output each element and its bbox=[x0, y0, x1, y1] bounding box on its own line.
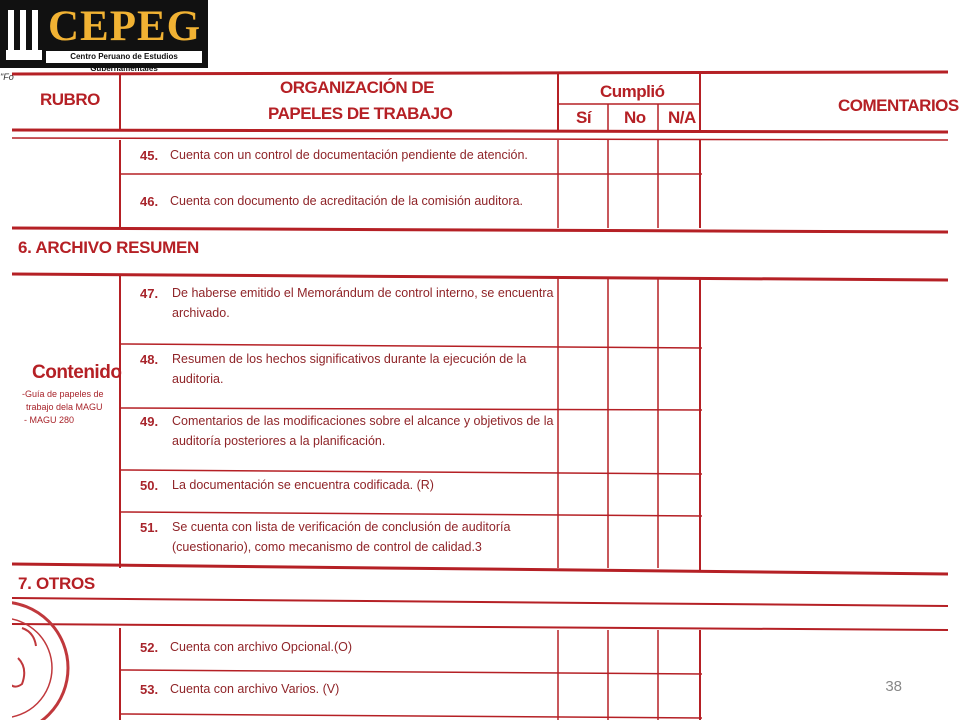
seal-stamp bbox=[12, 602, 68, 720]
item-text: Resumen de los hechos significativos durante la ejecución de la bbox=[172, 352, 527, 366]
item-text: auditoría posteriores a la planificación. bbox=[172, 434, 386, 448]
margin-text: "Fo bbox=[0, 72, 14, 82]
item-text: Cuenta con archivo Varios. (V) bbox=[170, 682, 340, 696]
item-number: 45. bbox=[140, 148, 159, 163]
rubro-note: - MAGU 280 bbox=[24, 415, 75, 425]
item-text: De haberse emitido el Memorándum de control interno, se encuentra bbox=[172, 286, 554, 300]
header-no: No bbox=[624, 108, 646, 127]
header-org-line2: PAPELES DE TRABAJO bbox=[268, 104, 453, 123]
section-title: 6. ARCHIVO RESUMEN bbox=[18, 238, 199, 257]
checklist-document bbox=[12, 68, 959, 720]
header-org-line1: ORGANIZACIÓN DE bbox=[280, 78, 434, 97]
header-comentarios: COMENTARIOS bbox=[838, 96, 959, 115]
rubro-note: -Guía de papeles de bbox=[22, 389, 104, 399]
section-title: 7. OTROS bbox=[18, 574, 95, 593]
table-grid bbox=[12, 68, 952, 720]
item-text: La documentación se encuentra codificada. (R) bbox=[172, 478, 434, 492]
item-text: Comentarios de las modificaciones sobre el alcance y objetivos de la bbox=[172, 414, 554, 428]
rubro-contenido: Contenido bbox=[32, 362, 122, 383]
cepeg-logo bbox=[0, 0, 208, 73]
item-number: 47. bbox=[140, 286, 159, 301]
logo-brand: CEPEG bbox=[48, 3, 202, 50]
item-number: 46. bbox=[140, 194, 159, 209]
item-text: Se cuenta con lista de verificación de conclusión de auditoría bbox=[172, 520, 511, 534]
item-text: auditoria. bbox=[172, 372, 224, 386]
header-rubro: RUBRO bbox=[40, 90, 100, 109]
item-text: Cuenta con archivo Opcional.(O) bbox=[170, 640, 353, 654]
item-number: 53. bbox=[140, 682, 159, 697]
item-number: 48. bbox=[140, 352, 159, 367]
header-na: N/A bbox=[668, 108, 696, 127]
item-text: Cuenta con un control de documentación pendiente de atención. bbox=[170, 148, 528, 162]
item-number: 50. bbox=[140, 478, 159, 493]
item-text: (cuestionario), como mecanismo de control de calidad.3 bbox=[172, 540, 482, 554]
rubro-note: trabajo dela MAGU bbox=[26, 402, 103, 412]
page-number: 38 bbox=[885, 678, 902, 695]
item-text: archivado. bbox=[172, 306, 230, 320]
item-number: 51. bbox=[140, 520, 159, 535]
header-cumplio: Cumplió bbox=[600, 82, 665, 101]
item-number: 52. bbox=[140, 640, 159, 655]
logo-subtitle: Centro Peruano de Estudios Gubernamentales bbox=[46, 51, 202, 63]
building-icon bbox=[6, 6, 42, 62]
header-si: Sí bbox=[576, 108, 592, 127]
item-number: 49. bbox=[140, 414, 159, 429]
item-text: Cuenta con documento de acreditación de la comisión auditora. bbox=[170, 194, 523, 208]
